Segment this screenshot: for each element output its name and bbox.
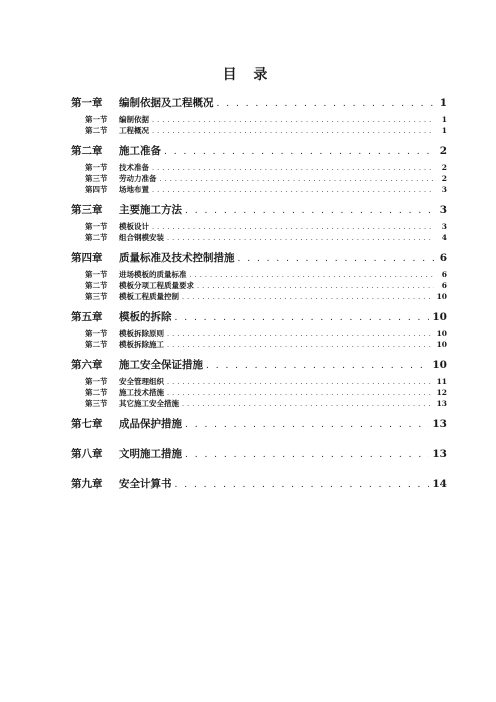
page-number: 10 [432,311,447,323]
dot-leader [185,444,429,466]
section-title: 模板工程质量控制 [119,292,179,301]
chapter-title: 质量标准及技术控制措施 [119,252,235,264]
section-number: 第一节 [85,163,108,172]
table-of-contents [71,92,447,495]
page-number: 6 [441,281,447,290]
toc-chapter-entry[interactable] [71,199,447,221]
chapter-title: 成品保护措施 [119,418,182,430]
toc-section-entry[interactable] [71,280,447,291]
toc-section-entry[interactable] [71,398,447,409]
page-number: 6 [439,252,447,264]
page-number: 2 [439,145,447,157]
page-number: 13 [436,399,447,408]
page-number: 1 [441,115,447,124]
toc-chapter-entry[interactable] [71,413,447,435]
toc-section-entry[interactable] [71,328,447,339]
chapter-number: 第九章 [71,478,103,490]
section-title: 模板拆除施工 [119,340,164,349]
dot-leader [217,93,435,115]
dot-leader [167,340,434,351]
toc-section-entry[interactable] [71,114,447,125]
section-number: 第三节 [85,174,108,183]
toc-section-entry[interactable] [71,184,447,195]
toc-section-entry[interactable] [71,221,447,232]
section-number: 第一节 [85,115,108,124]
toc-chapter-entry[interactable] [71,247,447,269]
page-number: 13 [432,448,447,460]
page-number: 2 [441,174,447,183]
toc-section-entry[interactable] [71,269,447,280]
chapter-title: 模板的拆除 [119,311,172,323]
page-number: 3 [439,204,447,216]
chapter-title: 安全计算书 [119,478,172,490]
toc-section-entry[interactable] [71,387,447,398]
page-number: 10 [432,359,447,371]
toc-section-entry[interactable] [71,291,447,302]
dot-leader [152,185,434,196]
page-number: 3 [441,222,447,231]
spacer [71,435,447,443]
toc-chapter-entry[interactable] [71,354,447,376]
section-number: 第一节 [85,329,108,338]
section-title: 模板设计 [119,222,149,231]
dot-leader [190,270,435,281]
toc-chapter-entry[interactable] [71,306,447,328]
section-title: 编制依据 [119,115,149,124]
dot-leader [185,200,434,222]
chapter-title: 施工安全保证措施 [119,359,203,371]
section-number: 第一节 [85,270,108,279]
page-number: 10 [436,329,447,338]
chapter-title: 编制依据及工程概况 [119,97,214,109]
page-number: 6 [441,270,447,279]
dot-leader [197,281,434,292]
page-number: 11 [436,377,447,386]
page-number: 14 [432,478,447,490]
dot-leader [152,126,434,137]
chapter-number: 第三章 [71,204,103,216]
page-number: 10 [436,292,447,301]
dot-leader [182,399,434,410]
section-title: 技术准备 [119,163,149,172]
section-title: 劳动力准备 [119,174,157,183]
chapter-number: 第二章 [71,145,103,157]
chapter-number: 第六章 [71,359,103,371]
section-number: 第二节 [85,340,108,349]
page-number: 1 [441,126,447,135]
section-number: 第二节 [85,126,108,135]
section-title: 场地布置 [119,185,149,194]
chapter-title: 文明施工措施 [119,448,182,460]
dot-leader [206,355,429,377]
toc-section-entry[interactable] [71,125,447,136]
dot-leader [167,388,434,399]
page-number: 3 [441,185,447,194]
section-title: 工程概况 [119,126,149,135]
toc-title: 目 录 [222,67,274,83]
section-title: 进场模板的质量标准 [119,270,187,279]
toc-chapter-entry[interactable] [71,443,447,465]
section-title: 施工技术措施 [119,388,164,397]
chapter-number: 第一章 [71,97,103,109]
toc-chapter-entry[interactable] [71,92,447,114]
dot-leader [182,292,434,303]
dot-leader [152,222,434,233]
section-number: 第二节 [85,233,108,242]
page-number: 1 [439,97,447,109]
section-title: 模板分项工程质量要求 [119,281,194,290]
dot-leader [238,248,435,270]
dot-leader [167,329,434,340]
section-title: 安全管理组织 [119,377,164,386]
section-number: 第三节 [85,292,108,301]
page-number: 4 [441,233,447,242]
dot-leader [167,377,434,388]
dot-leader [185,414,429,436]
dot-leader [160,174,435,185]
spacer [71,465,447,473]
toc-section-entry[interactable] [71,232,447,243]
page-number: 10 [436,340,447,349]
section-title: 组合钢模安装 [119,233,164,242]
page-number: 2 [441,163,447,172]
toc-section-entry[interactable] [71,376,447,387]
dot-leader [152,115,434,126]
chapter-title: 施工准备 [119,145,161,157]
dot-leader [167,233,434,244]
section-number: 第二节 [85,281,108,290]
section-title: 其它施工安全措施 [119,399,179,408]
chapter-title: 主要施工方法 [119,204,182,216]
chapter-number: 第八章 [71,448,103,460]
dot-leader [164,141,434,163]
page-number: 12 [436,388,447,397]
chapter-number: 第五章 [71,311,103,323]
section-number: 第三节 [85,399,108,408]
section-title: 模板拆除原则 [119,329,164,338]
section-number: 第二节 [85,388,108,397]
page-number: 13 [432,418,447,430]
toc-section-entry[interactable] [71,162,447,173]
section-number: 第一节 [85,222,108,231]
dot-leader [175,307,430,329]
toc-section-entry[interactable] [71,173,447,184]
dot-leader [152,163,434,174]
dot-leader [175,474,430,496]
chapter-number: 第七章 [71,418,103,430]
toc-section-entry[interactable] [71,339,447,350]
section-number: 第四节 [85,185,108,194]
toc-chapter-entry[interactable] [71,140,447,162]
section-number: 第一节 [85,377,108,386]
chapter-number: 第四章 [71,252,103,264]
toc-chapter-entry[interactable] [71,473,447,495]
